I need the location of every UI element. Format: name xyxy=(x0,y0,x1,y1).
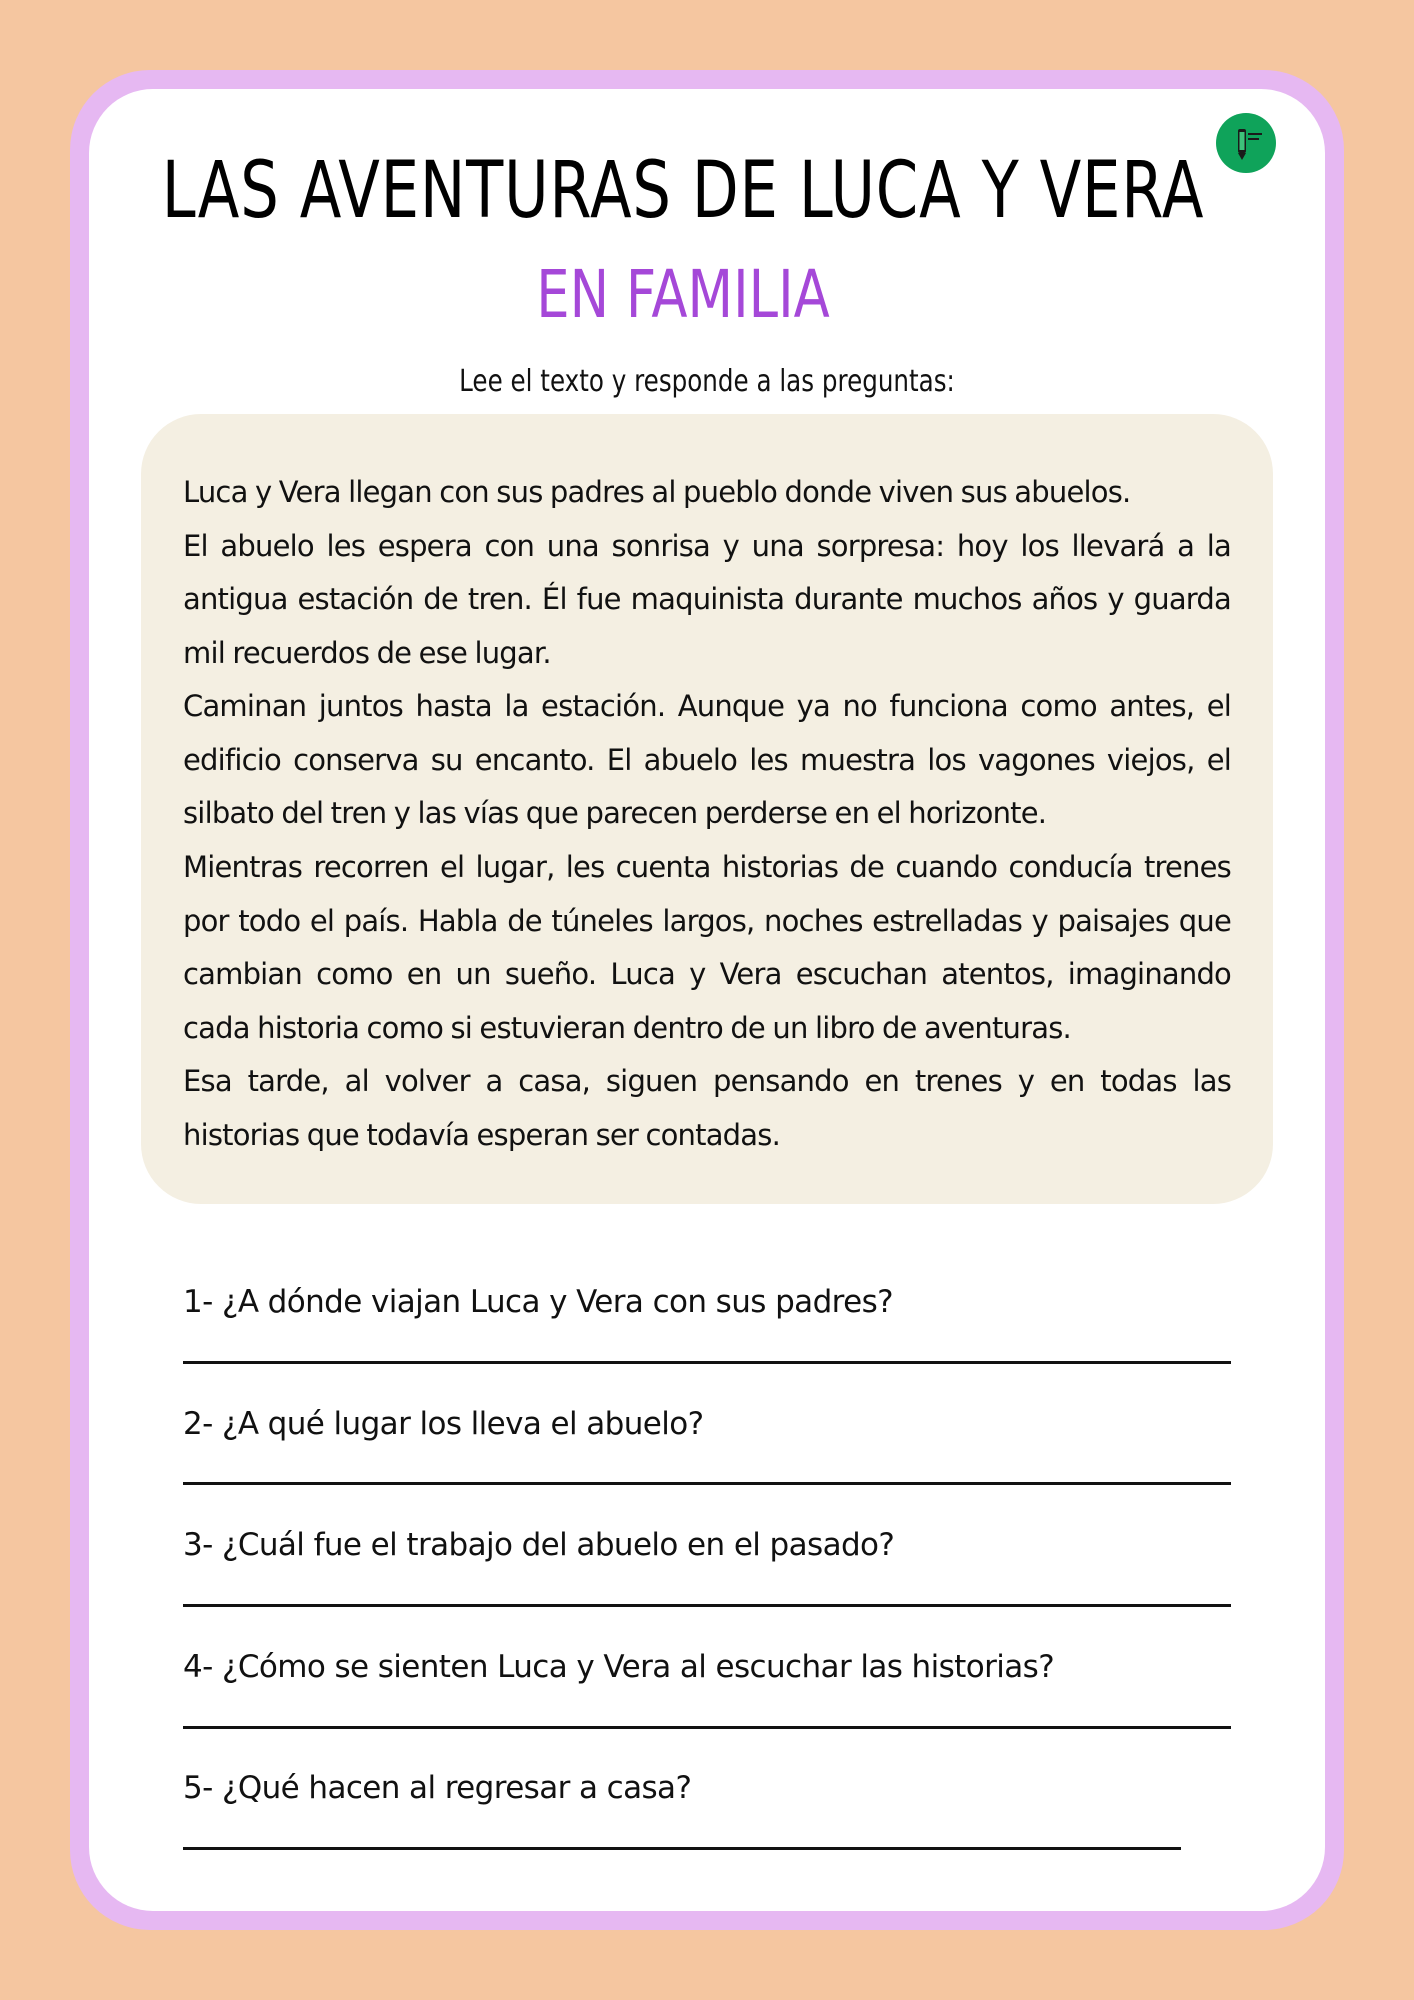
question-4: 4- ¿Cómo se sienten Luca y Vera al escuchar las historias? xyxy=(183,1649,1055,1685)
answer-line-2[interactable] xyxy=(183,1482,1231,1485)
question-2: 2- ¿A qué lugar los lleva el abuelo? xyxy=(183,1406,704,1442)
question-5: 5- ¿Qué hacen al regresar a casa? xyxy=(183,1770,692,1806)
story-paragraph-5: Esa tarde, al volver a casa, siguen pensando en trenes y en todas las historias que todavía esperan ser contadas. xyxy=(183,1064,1231,1152)
page-title: LAS AVENTURAS DE LUCA Y VERA xyxy=(161,146,1205,236)
page-subtitle: EN FAMILIA xyxy=(536,256,830,333)
question-1: 1- ¿A dónde viajan Luca y Vera con sus padres? xyxy=(183,1284,893,1320)
story-paragraph-3: Caminan juntos hasta la estación. Aunque ya no funciona como antes, el edificio conserva su encanto. El abuelo les muestra los vagones viejos, el silbato del tren y las vías que parecen perderse en el horizonte. xyxy=(183,689,1231,830)
pencil-badge-icon xyxy=(1216,113,1276,173)
answer-line-3[interactable] xyxy=(183,1604,1231,1607)
story-paragraph-1: Luca y Vera llegan con sus padres al pueblo donde viven sus abuelos. xyxy=(183,475,1131,509)
answer-line-4[interactable] xyxy=(183,1726,1231,1729)
story-paragraph-4: Mientras recorren el lugar, les cuenta historias de cuando conducía trenes por todo el país. Habla de túneles largos, noches estrelladas y paisajes que cambian como en un sueño. Luca y Vera escuchan atentos, imaginando cada historia como si estuvieran dentro de un libro de aventuras. xyxy=(183,850,1231,1045)
answer-line-1[interactable] xyxy=(183,1361,1231,1364)
question-3: 3- ¿Cuál fue el trabajo del abuelo en el pasado? xyxy=(183,1527,895,1563)
story-paragraph-2: El abuelo les espera con una sonrisa y una sorpresa: hoy los llevará a la antigua estación de tren. Él fue maquinista durante muchos años y guarda mil recuerdos de ese lugar. xyxy=(183,528,1231,670)
answer-line-5[interactable] xyxy=(183,1847,1181,1850)
instructions-text: Lee el texto y responde a las preguntas: xyxy=(459,364,955,399)
